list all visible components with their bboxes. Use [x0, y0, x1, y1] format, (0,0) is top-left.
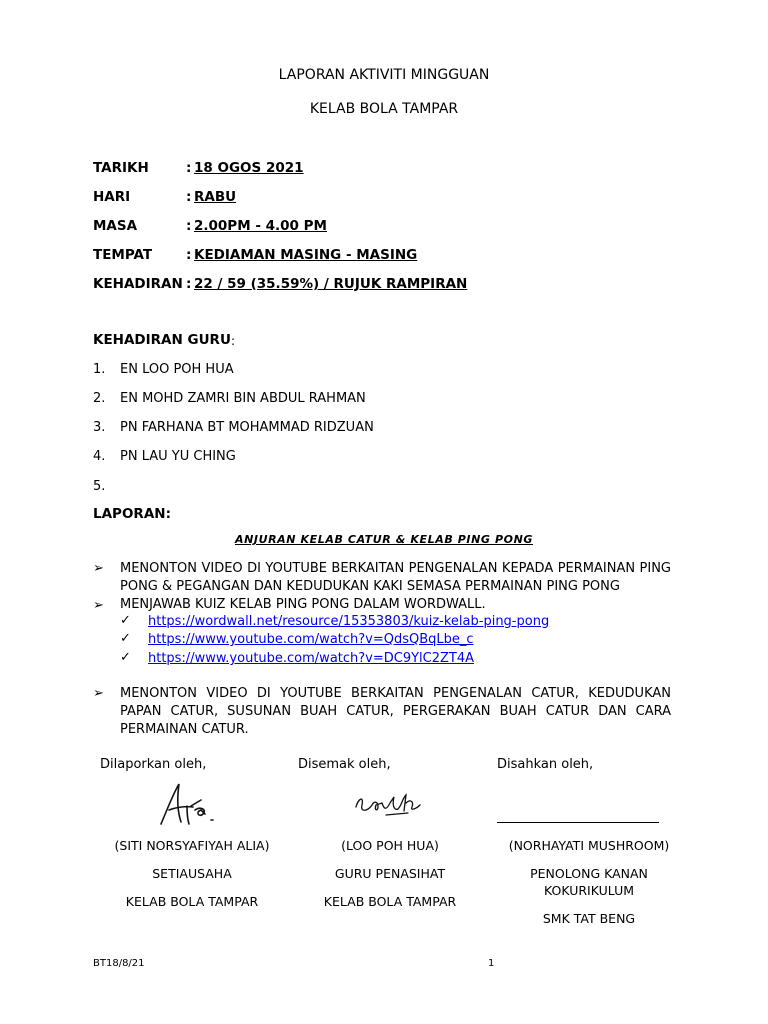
report-subheading: ANJURAN KELAB CATUR & KELAB PING PONG [234, 533, 534, 546]
reported-by-label: Dilaporkan oleh, [100, 757, 207, 772]
teachers-heading: KEHADIRAN GURU [93, 332, 231, 348]
reporter-org: KELAB BOLA TAMPAR [125, 894, 259, 909]
arrow-bullet-icon: ➢ [93, 561, 104, 576]
reporter-name: (SITI NORSYAFIYAH ALIA) [114, 838, 270, 853]
reporter-role: SETIAUSAHA [152, 866, 232, 881]
report-item-line: PONG & PEGANGAN DAN KEDUDUKAN KAKI SEMASA PERMAINAN PING PONG [120, 579, 620, 595]
place-value: KEDIAMAN MASING - MASING [194, 247, 418, 263]
attendance-value: 22 / 59 (35.59%) / RUJUK RAMPIRAN [194, 276, 468, 292]
teacher-name: PN LAU YU CHING [120, 449, 236, 464]
place-colon: : [186, 247, 192, 263]
check-icon: ✓ [120, 613, 131, 628]
signature-siti [155, 780, 225, 830]
day-colon: : [186, 189, 192, 205]
date-value: 18 OGOS 2021 [194, 160, 304, 176]
teacher-number: 5. [93, 479, 106, 494]
wordwall-link[interactable]: https://wordwall.net/resource/15353803/kuiz-kelab-ping-pong [148, 614, 550, 629]
time-label: MASA [93, 218, 138, 234]
check-icon: ✓ [120, 631, 131, 646]
document-code: BT18/8/21 [93, 958, 145, 969]
report-title: LAPORAN AKTIVITI MINGGUAN [278, 67, 490, 83]
approver-name: (NORHAYATI MUSHROOM) [508, 838, 670, 853]
teacher-number: 1. [93, 362, 106, 377]
report-item-line: PAPAN CATUR, SUSUNAN BUAH CATUR, PERGERAKAN BUAH CATUR DAN CARA [120, 704, 671, 720]
time-colon: : [186, 218, 192, 234]
checker-org: KELAB BOLA TAMPAR [323, 894, 457, 909]
report-item-line: MENONTON VIDEO DI YOUTUBE BERKAITAN PENGENALAN CATUR, KEDUDUKAN [120, 686, 671, 701]
report-item-line: PERMAINAN CATUR. [120, 722, 249, 738]
attendance-label: KEHADIRAN [93, 276, 183, 292]
teachers-colon: : [231, 334, 236, 348]
youtube-link[interactable]: https://www.youtube.com/watch?v=QdsQBqLbe_c [148, 632, 474, 647]
teacher-name: EN LOO POH HUA [120, 362, 234, 377]
teacher-number: 2. [93, 391, 106, 406]
checker-name: (LOO POH HUA) [341, 838, 439, 853]
date-colon: : [186, 160, 192, 176]
attendance-colon: : [186, 276, 192, 292]
checker-role: GURU PENASIHAT [334, 866, 446, 881]
report-item: MENJAWAB KUIZ KELAB PING PONG DALAM WORDWALL. [120, 597, 486, 612]
approved-by-label: Disahkan oleh, [497, 757, 594, 772]
day-label: HARI [93, 189, 131, 205]
signature-line [497, 822, 659, 823]
teacher-number: 4. [93, 449, 106, 464]
approver-role-line1: PENOLONG KANAN [530, 866, 648, 881]
place-label: TEMPAT [93, 247, 153, 263]
teacher-number: 3. [93, 420, 106, 435]
report-item-line: MENONTON VIDEO DI YOUTUBE BERKAITAN PENGENALAN KEPADA PERMAINAN PING [120, 561, 671, 576]
arrow-bullet-icon: ➢ [93, 598, 104, 613]
approver-org: SMK TAT BENG [542, 911, 636, 926]
teacher-name: PN FARHANA BT MOHAMMAD RIDZUAN [120, 420, 374, 435]
club-name: KELAB BOLA TAMPAR [309, 101, 459, 117]
teacher-name: EN MOHD ZAMRI BIN ABDUL RAHMAN [120, 391, 366, 406]
arrow-bullet-icon: ➢ [93, 686, 104, 701]
day-value: RABU [194, 189, 237, 205]
youtube-link[interactable]: https://www.youtube.com/watch?v=DC9YlC2ZT4A [148, 651, 475, 666]
report-item [120, 560, 671, 596]
page-number: 1 [488, 958, 495, 969]
approver-role-line2: KOKURIKULUM [543, 883, 635, 898]
check-icon: ✓ [120, 650, 131, 665]
checked-by-label: Disemak oleh, [298, 757, 391, 772]
report-heading: LAPORAN: [93, 506, 171, 522]
signature-loo [350, 785, 430, 825]
report-item [120, 685, 671, 740]
date-label: TARIKH [93, 160, 149, 176]
time-value: 2.00PM - 4.00 PM [194, 218, 327, 234]
